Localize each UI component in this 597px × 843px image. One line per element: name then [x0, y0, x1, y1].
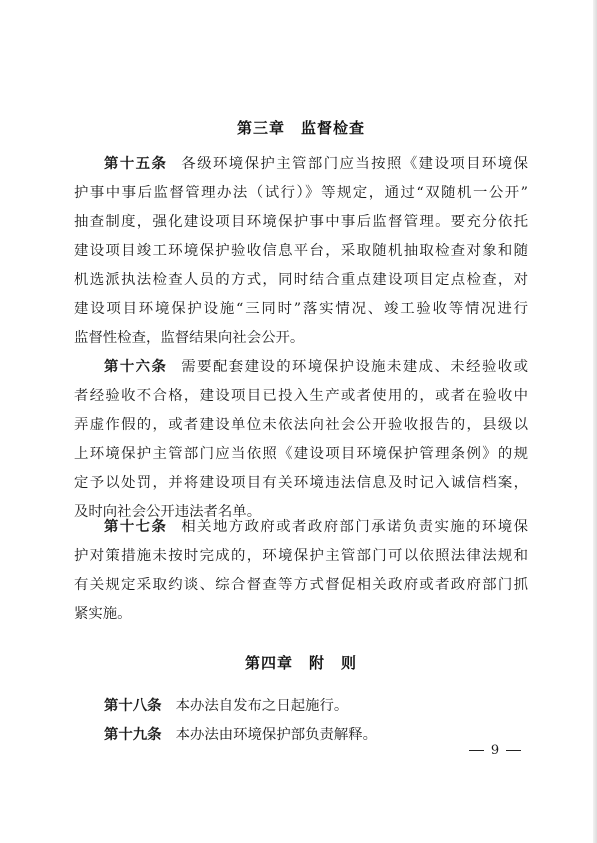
- article-16-line-3: 弄虚作假的，或者建设单位未依法向社会公开验收报告的，县级以: [74, 417, 528, 433]
- page-number-left-dash: [469, 750, 484, 752]
- article-17-label: 第十七条: [104, 519, 168, 535]
- article-15-line-3: 抽查制度，强化建设项目环境保护事中事后监督管理。要充分依托: [74, 214, 528, 230]
- page-number: [460, 741, 530, 761]
- article-16-line-6: 及时向社会公开违法者名单。: [74, 504, 262, 520]
- article-17-line-2: 护对策措施未按时完成的，环境保护主管部门可以依照法律法规和: [74, 548, 528, 564]
- article-16-line-5: 定予以处罚，并将建设项目有关环境违法信息及时记入诚信档案，: [74, 475, 528, 491]
- article-18-label: 第十八条: [104, 698, 162, 714]
- article-16-line-1: 第十六条 需要配套建设的环境保护设施未建成、未经验收或: [104, 359, 528, 375]
- article-15-line-1: 第十五条 各级环境保护主管部门应当按照《建设项目环境保: [104, 156, 528, 172]
- chapter-4-heading: 第四章 附 则: [244, 654, 357, 672]
- article-17: [74, 513, 528, 629]
- page-edge-shadow: [593, 0, 597, 843]
- article-16-label: 第十六条: [104, 359, 168, 375]
- article-15: [74, 150, 528, 353]
- article-15-line-7: 监督性检查，监督结果向社会公开。: [74, 330, 305, 346]
- article-19-line-1: 第十九条 本办法由环境保护部负责解释。: [104, 727, 378, 743]
- chapter-3-heading: 第三章 监督检查: [236, 119, 365, 137]
- article-16: [74, 353, 528, 527]
- article-15-line-2: 护事中事后监督管理办法（试行）》等规定，通过“双随机一公开”: [74, 185, 528, 201]
- article-15-line-4: 建设项目竣工环境保护验收信息平台，采取随机抽取检查对象和随: [74, 243, 528, 259]
- article-17-line-1: 第十七条 相关地方政府或者政府部门承诺负责实施的环境保: [104, 519, 528, 535]
- article-15-line-5: 机选派执法检查人员的方式，同时结合重点建设项目定点检查，对: [74, 272, 528, 288]
- article-17-line-3: 有关规定采取约谈、综合督查等方式督促相关政府或者政府部门抓: [74, 577, 528, 593]
- article-16-line-4: 上环境保护主管部门应当依照《建设项目环境保护管理条例》的规: [74, 446, 528, 462]
- page-number-right-dash: [506, 750, 521, 752]
- article-16-line-2: 者经验收不合格，建设项目已投入生产或者使用的，或者在验收中: [74, 388, 528, 404]
- article-18: [74, 692, 528, 721]
- article-17-line-4: 紧实施。: [74, 606, 132, 622]
- article-15-line-6: 建设项目环境保护设施“三同时”落实情况、竣工验收等情况进行: [74, 301, 528, 317]
- article-18-line-1: 第十八条 本办法自发布之日起施行。: [104, 698, 349, 714]
- article-15-label: 第十五条: [104, 156, 168, 172]
- article-19-label: 第十九条: [104, 727, 162, 743]
- page-number-value: 9: [490, 743, 500, 758]
